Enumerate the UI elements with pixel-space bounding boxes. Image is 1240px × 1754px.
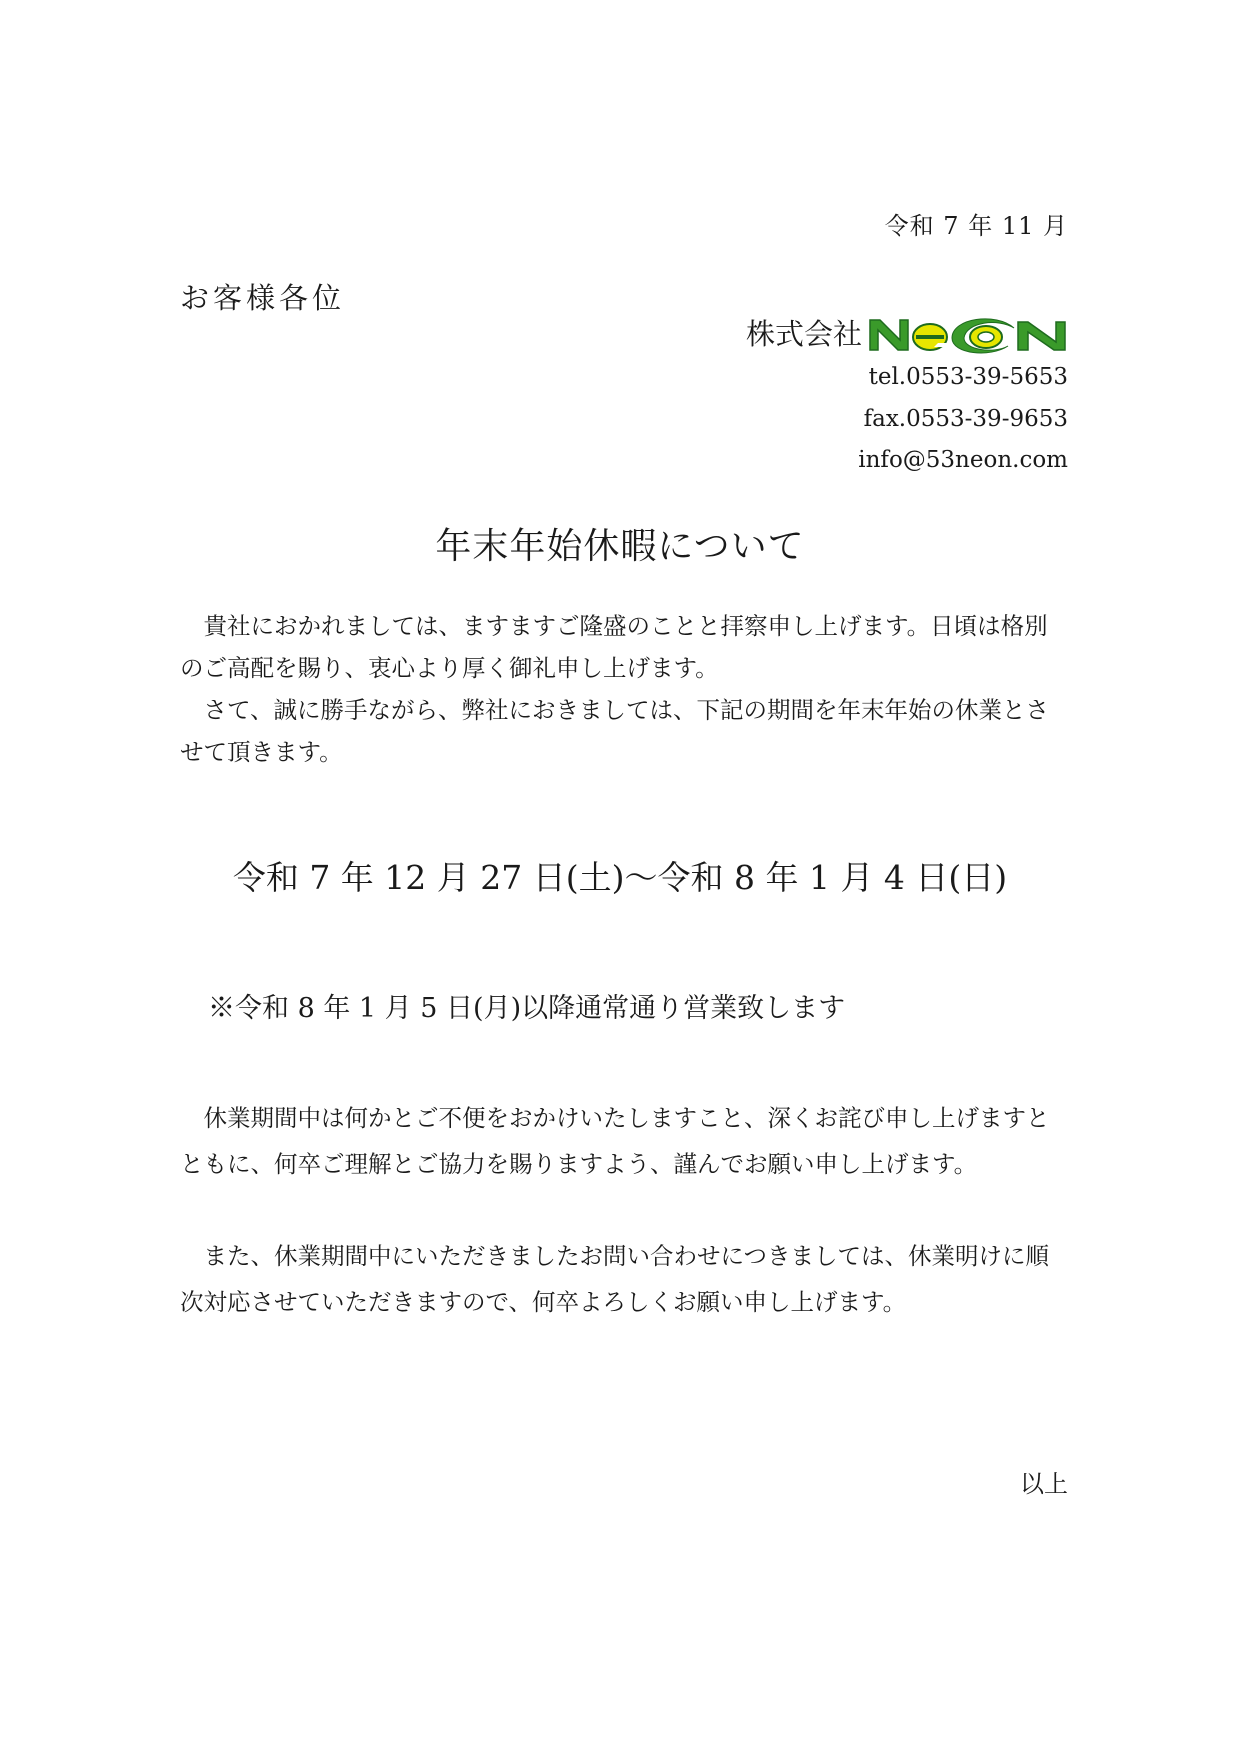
contact-tel: tel.0553-39-5653 <box>868 364 1068 390</box>
document-date: 令和 7 年 11 月 <box>884 212 1068 240</box>
inquiry-paragraph: また、休業期間中にいただきましたお問い合わせにつきましては、休業明けに順次対応させていただきますので、何卒よろしくお願い申し上げます。 <box>180 1242 1050 1316</box>
resume-note: ※令和 8 年 1 月 5 日(月)以降通常通り営業致します <box>208 993 846 1024</box>
neon-logo <box>868 310 1068 354</box>
greeting-paragraph: 貴社におかれましては、ますますご隆盛のことと拝察申し上げます。日頃は格別のご高配を賜り、衷心より厚く御礼申し上げます。 <box>180 612 1048 682</box>
logo-letter-n-first <box>870 320 908 350</box>
contact-email: info@53neon.com <box>858 447 1068 473</box>
logo-letter-o <box>952 319 1014 353</box>
logo-letter-n-second <box>1018 322 1065 350</box>
announcement-paragraph: さて、誠に勝手ながら、弊社におきましては、下記の期間を年末年始の休業とさせて頂きます。 <box>180 696 1050 766</box>
apology-paragraph: 休業期間中は何かとご不便をおかけいたしますこと、深くお詫び申し上げますとともに、何卒ご理解とご協力を賜りますよう、謹んでお願い申し上げます。 <box>180 1104 1050 1178</box>
closing-mark: 以上 <box>1020 1470 1068 1498</box>
sender-company <box>746 310 1068 354</box>
document-title: 年末年始休暇について <box>435 526 805 567</box>
logo-letter-e <box>913 324 948 350</box>
contact-fax: fax.0553-39-9653 <box>863 406 1068 432</box>
recipient-salutation: お客様各位 <box>180 281 346 315</box>
holiday-period: 令和 7 年 12 月 27 日(土)～令和 8 年 1 月 4 日(日) <box>232 858 1008 897</box>
company-prefix: 株式会社 <box>745 316 862 351</box>
